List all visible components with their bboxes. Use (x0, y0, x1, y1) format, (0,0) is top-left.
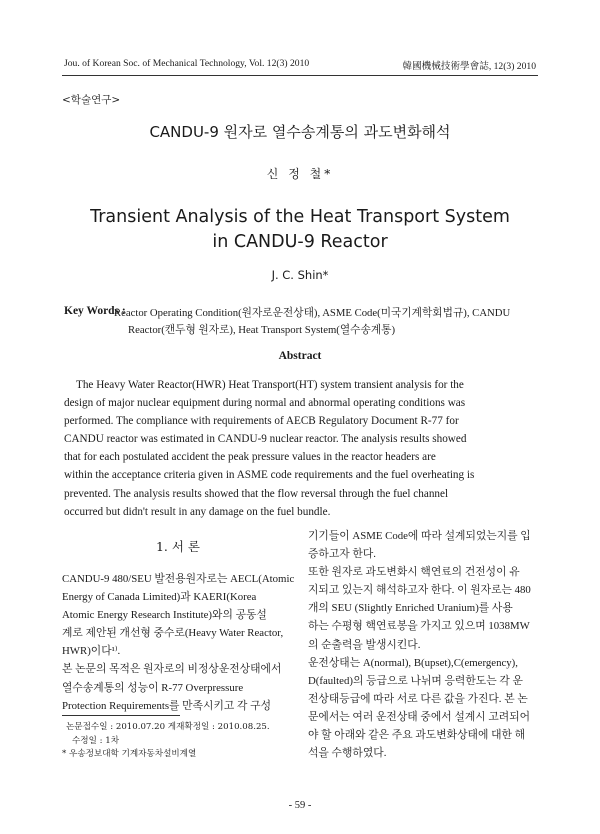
body-line: Protection Requirements를 만족시키고 각 구성 (62, 699, 272, 712)
footnote-line: * 우송정보대학 기계자동차설비계열 (62, 749, 197, 760)
abstract-line: that for each postulated accident the peak pressure values in the reactor headers are (64, 451, 436, 464)
korean-author: 신 정 철* (266, 167, 334, 181)
left-column-text (62, 570, 294, 715)
english-title (0, 205, 600, 255)
body-line: 증하고자 한다. (308, 548, 376, 561)
english-author: J. C. Shin* (271, 268, 329, 282)
body-line: 기기들이 ASME Code에 따라 설계되었는지를 입 (308, 530, 531, 542)
body-line: D(faulted)의 등급으로 나뉘며 응력한도는 각 운 (308, 674, 523, 687)
body-line: 지되고 있는지 해석하고자 한다. 이 원자로는 480 (308, 584, 531, 597)
journal-header-korean: 韓國機械技術學會誌, 12(3) 2010 (402, 61, 536, 72)
right-column-text (308, 527, 540, 762)
english-title-line: in CANDU-9 Reactor (212, 232, 388, 252)
body-line: 야 할 아래와 같은 주요 과도변화상태에 대한 해 (308, 729, 526, 742)
abstract-line: performed. The compliance with requirements of AECB Regulatory Document R-77 for (64, 415, 459, 428)
english-title-line: Transient Analysis of the Heat Transport System (90, 207, 510, 227)
abstract-line: occurred but didn't result in any damage on the fuel bundle. (64, 505, 331, 518)
body-line: 또한 원자로 과도변화시 핵연료의 건전성이 유 (308, 566, 520, 579)
body-line: 개의 SEU (Slightly Enriched Uranium)를 사용 (308, 602, 513, 615)
abstract-line: within the acceptance criteria given in ASME code requirements and the fuel overheating is (64, 469, 475, 482)
abstract-line: CANDU reactor was estimated in CANDU-9 nuclear reactor. The analysis results showed (64, 433, 467, 446)
body-line: Atomic Energy Research Institute)와의 공동설 (62, 609, 267, 622)
footnote-line: 논문접수일 : 2010.07.20 게재확정일 : 2010.08.25. (66, 722, 270, 732)
keywords-line: Reactor Operating Condition(원자로운전상태), ASME Code(미국기계학회법규), CANDU (114, 307, 511, 319)
body-line: 하는 수평형 핵연료봉을 가지고 있으며 1038MW (308, 620, 530, 633)
body-line: 문에서는 여러 운전상태 중에서 설계시 고려되어 (308, 710, 531, 723)
body-line: 계로 제안된 개선형 중수로(Heavy Water Reactor, (62, 627, 284, 640)
body-line: 의 순출력을 발생시킨다. (308, 638, 421, 651)
abstract-line: design of major nuclear equipment during normal and abnormal operating conditions was (64, 397, 466, 410)
body-line: 운전상태는 A(normal), B(upset),C(emergency), (308, 656, 518, 669)
footnote-rule (62, 715, 180, 716)
korean-title: CANDU-9 원자로 열수송계통의 과도변화해석 (149, 123, 451, 141)
body-line: 전상태등급에 따라 서로 다른 값을 가진다. 본 논 (308, 692, 528, 705)
journal-header-english: Jou. of Korean Soc. of Mechanical Technology, Vol. 12(3) 2010 (64, 58, 310, 69)
abstract-heading: Abstract (278, 350, 322, 362)
body-line: HWR)이다¹⁾. (62, 645, 121, 658)
body-line: 열수송계통의 성능이 R-77 Overpressure (62, 681, 244, 694)
header-rule (62, 75, 538, 76)
body-line: Energy of Canada Limited)과 KAERI(Korea (62, 591, 257, 604)
abstract-line: The Heavy Water Reactor(HWR) Heat Transport(HT) system transient analysis for the (76, 379, 464, 391)
body-line: CANDU-9 480/SEU 발전용원자로는 AECL(Atomic (62, 573, 295, 585)
page-number: - 59 - (288, 800, 312, 811)
keywords-text (114, 305, 544, 339)
keywords-line: Reactor(캔두형 원자로), Heat Transport System(열수송계통) (128, 324, 396, 336)
article-category: <학술연구> (62, 94, 121, 106)
section-heading: 1. 서 론 (155, 539, 201, 554)
footnotes (62, 721, 270, 762)
body-line: 본 논문의 목적은 원자로의 비정상운전상태에서 (62, 663, 282, 676)
keywords-label: Key Words : (64, 305, 126, 317)
body-line: 석을 수행하였다. (308, 747, 387, 760)
abstract-line: prevented. The analysis results showed that the flow reversal through the fuel channel (64, 487, 449, 500)
abstract-body (64, 376, 538, 521)
footnote-line: 수정일 : 1차 (72, 735, 120, 746)
